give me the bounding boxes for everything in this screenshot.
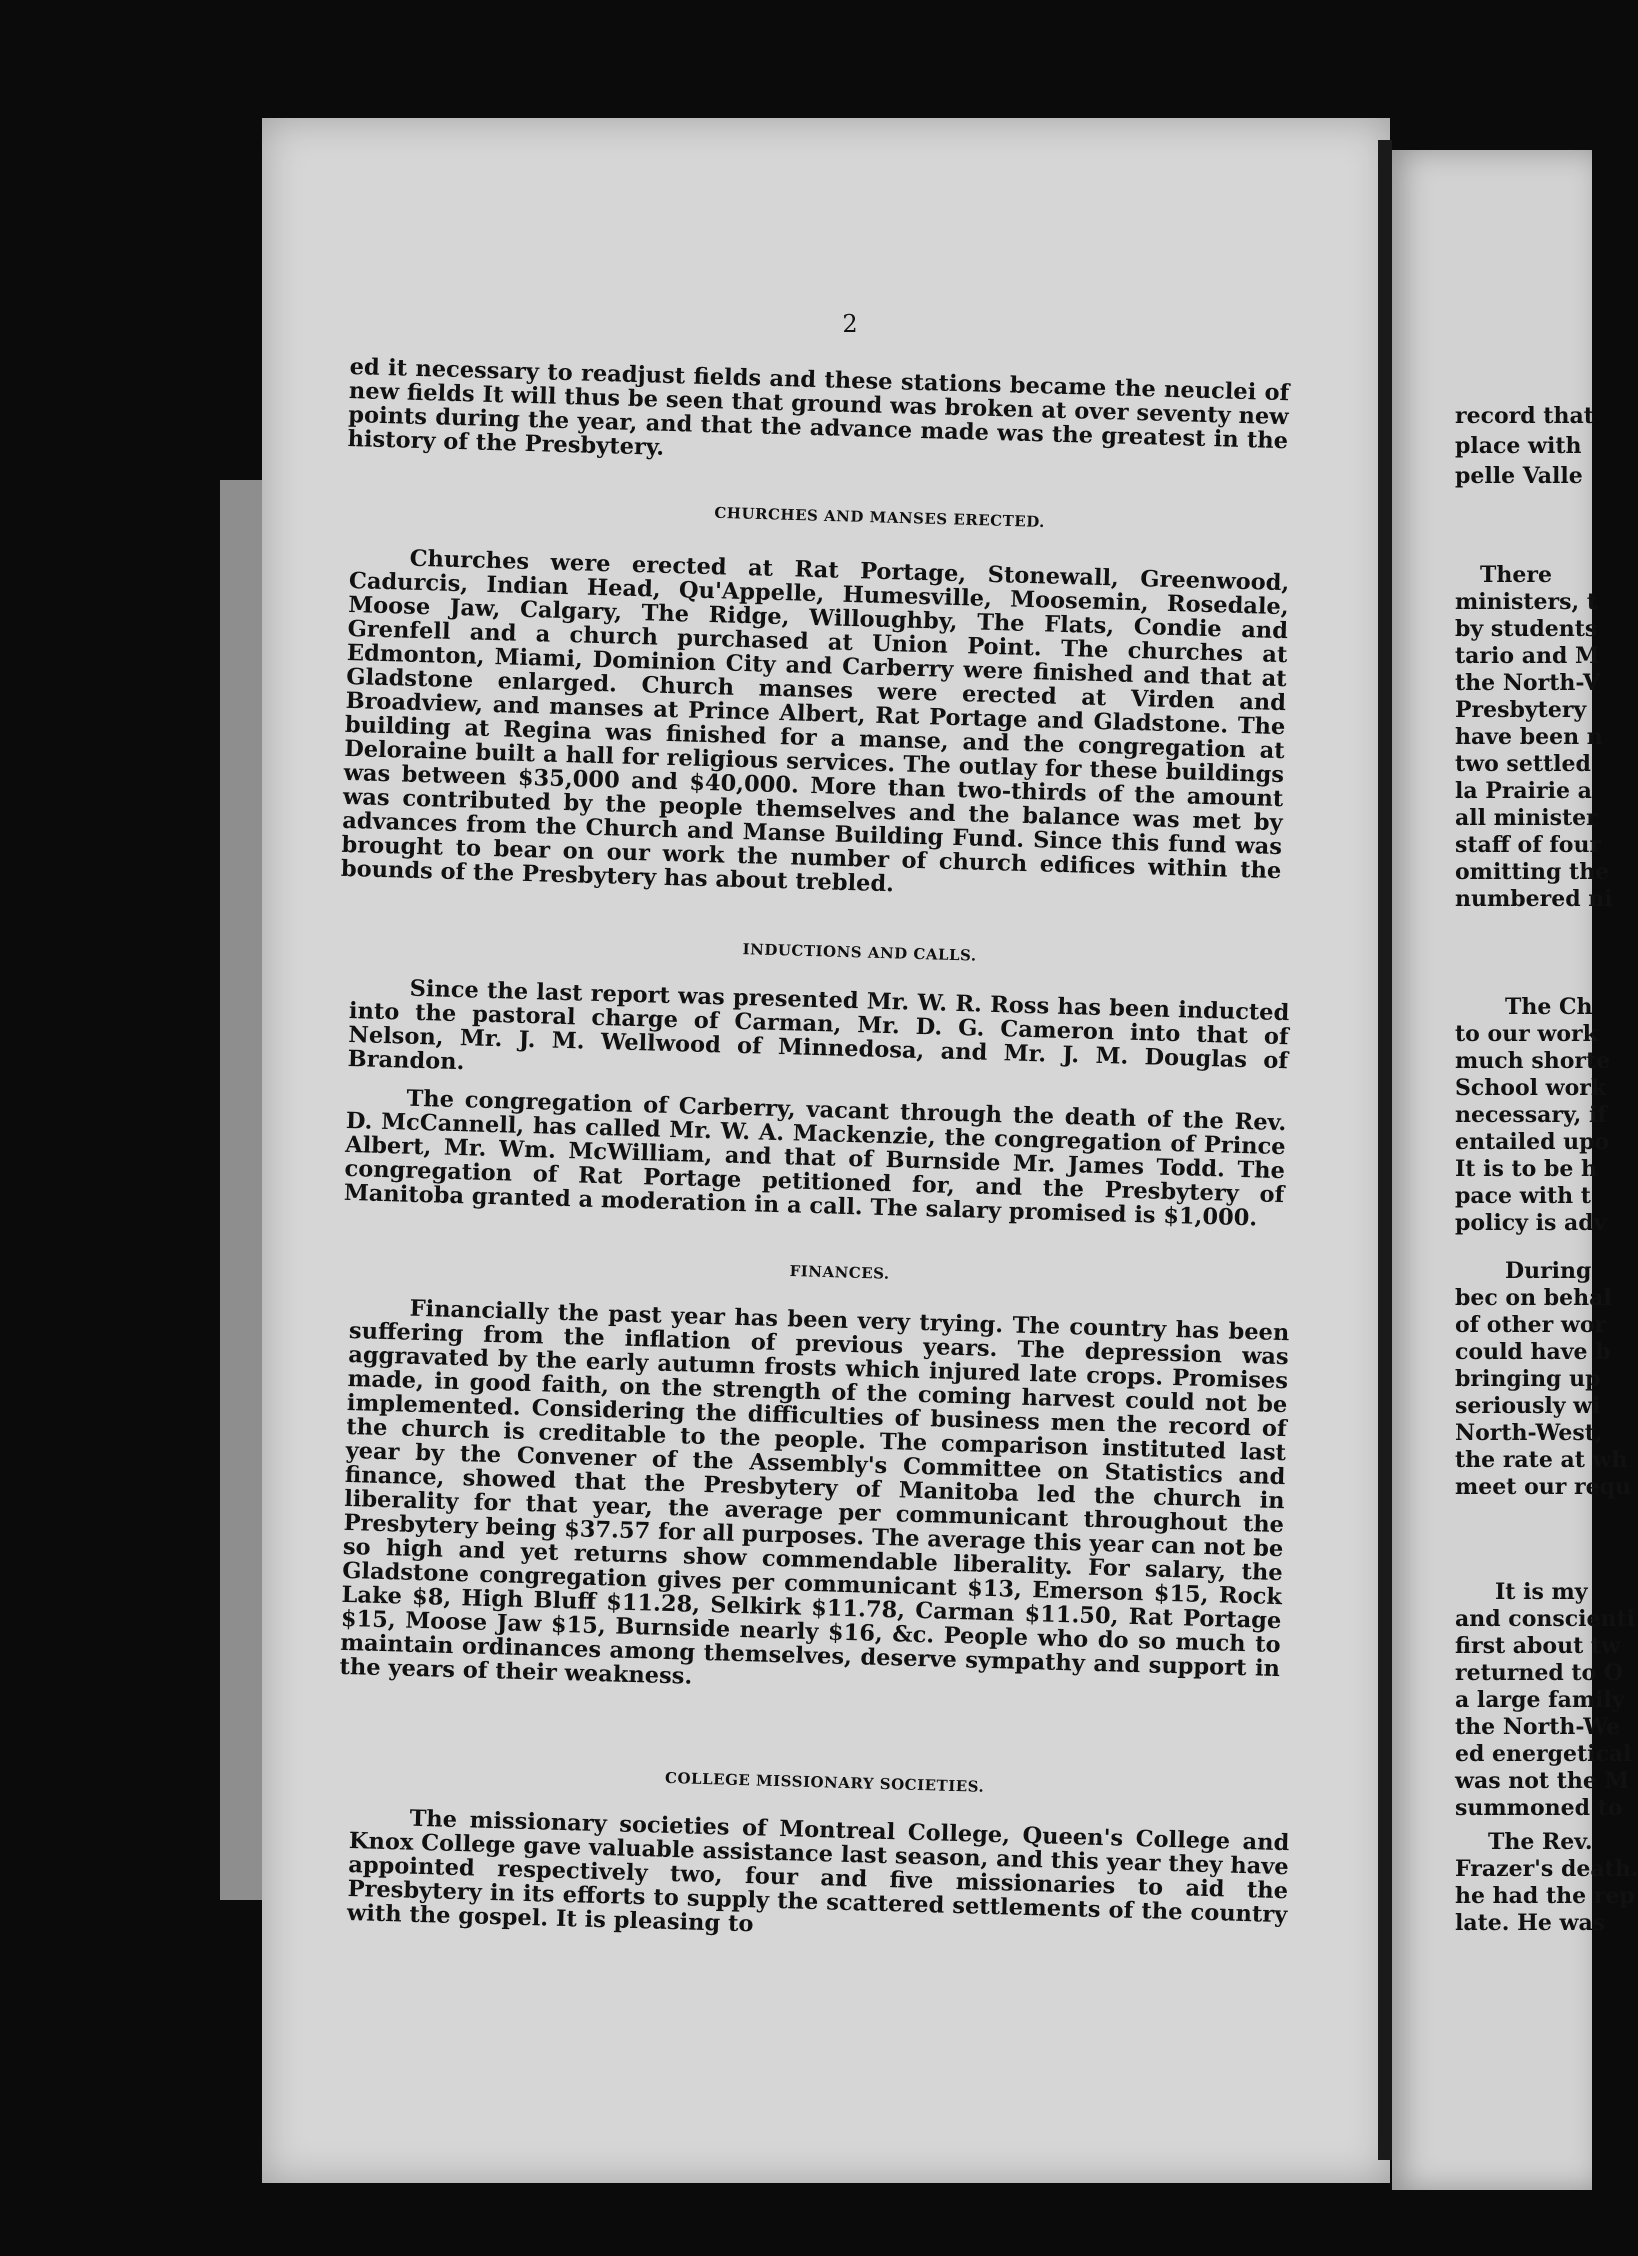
page-gutter	[1378, 140, 1392, 2160]
right-line: ministers, t	[1455, 589, 1597, 615]
right-line: have been n	[1455, 724, 1603, 750]
right-line: returned to O	[1455, 1660, 1624, 1686]
right-line: necessary, if	[1455, 1102, 1607, 1128]
right-line: seriously wi	[1455, 1393, 1601, 1419]
right-line: School work	[1455, 1075, 1607, 1101]
right-line: of other wor	[1455, 1312, 1607, 1338]
right-line: omitting the	[1455, 859, 1610, 885]
right-line: the rate at wh	[1455, 1447, 1628, 1473]
page-number: 2	[842, 310, 858, 338]
intro-paragraph: ed it necessary to readjust fields and these stations became the neuclei of new fields It will thus be seen that ground was broken at over seventy new points during the year, and that the advance made was the greatest in the history of the Presbytery.	[347, 354, 1290, 461]
right-line: staff of four	[1455, 832, 1602, 858]
right-line: the North-V	[1455, 670, 1600, 696]
paragraph: The congregation of Carberry, vacant through the death of the Rev. D. McCannell, has called Mr. W. A. Mackenzie, the congregation of Prince Albert, Mr. Wm. McWilliam, and that of Burnside Mr. James Todd. The congregation of Rat Portage petitioned for, and the Presbytery of Manitoba granted a moderation in a call. The salary promised is $1,000.	[343, 1085, 1287, 1232]
section-inductions	[344, 975, 1290, 1231]
right-line: policy is adv	[1455, 1210, 1607, 1236]
right-line: The Ch	[1505, 994, 1593, 1020]
right-line: late. He was	[1455, 1910, 1606, 1936]
right-line: and conscienti	[1455, 1606, 1636, 1632]
right-line: Presbytery	[1455, 697, 1587, 723]
paragraph: Financially the past year has been very trying. The country has been suffering from the inflation of previous years. The depression was aggravated by the early autumn frosts which injured late crops. Promises made, in good faith, on the strength of the coming harvest could not be implemented. Considering the difficulties of business men the record of the church is creditable to the people. The comparison instituted last year by the Convener of the Assembly's Committee on Statistics and finance, showed that the Presbytery of Manitoba led the church in liberality for that year, the average per communicant throughout the Presbytery being $37.57 for all purposes. The average this year can not be so high and yet returns show commendable liberality. For salary, the Gladstone congregation gives per communicant $13, Emerson $15, Rock Lake $8, High Bluff $11.28, Selkirk $11.78, Carman $11.50, Rat Portage $15, Moose Jaw $15, Burnside nearly $16, &c. People who do so much to maintain ordinances among themselves, deserve sympathy and support in the years of their weakness.	[339, 1295, 1290, 1690]
right-line: bringing up	[1455, 1366, 1601, 1392]
right-line: entailed upo	[1455, 1129, 1610, 1155]
section-churches	[341, 545, 1290, 907]
right-line: summoned to	[1455, 1795, 1623, 1821]
right-line: to our work	[1455, 1021, 1598, 1047]
right-line: he had the rep	[1455, 1883, 1635, 1909]
right-line: tario and M	[1455, 643, 1600, 669]
right-line: Frazer's death.	[1455, 1856, 1638, 1882]
right-line: could have b	[1455, 1339, 1611, 1365]
right-line: record that	[1455, 403, 1594, 429]
right-line: la Prairie a	[1455, 778, 1592, 804]
right-line: bec on behal	[1455, 1285, 1612, 1311]
heading-finances: FINANCES.	[789, 1261, 890, 1283]
page-edge-shadow	[220, 480, 262, 1900]
right-line: numbered ni	[1455, 886, 1613, 912]
right-line: During	[1505, 1258, 1592, 1284]
paragraph: Churches were erected at Rat Portage, Stonewall, Greenwood, Cadurcis, Indian Head, Qu'Appelle, Humesville, Moosemin, Rosedale, Moose Jaw, Calgary, The Ridge, Willoughby, The Flats, Condie and Grenfell and a church purchased at Union Point. The churches at Edmonton, Miami, Dominion City and Carberry were finished and that at Gladstone enlarged. Church manses were erected at Virden and Broadview, and manses at Prince Albert, Rat Portage and Gladstone. The building at Regina was finished for a manse, and the congregation at Deloraine built a hall for religious services. The outlay for these buildings was between $35,000 and $40,000. More than two-thirds of the amount was contributed by the people themselves and the balance was met by advances from the Church and Manse Building Fund. Since this fund was brought to bear on our work the number of church edifices within the bounds of the Presbytery has about trebled.	[340, 545, 1290, 898]
right-line: ed energetical	[1455, 1741, 1632, 1767]
heading-college: COLLEGE MISSIONARY SOCIETIES.	[664, 1768, 985, 1796]
right-line: meet our requ	[1455, 1474, 1631, 1500]
right-line: two settled	[1455, 751, 1591, 777]
right-line: It is my	[1495, 1579, 1588, 1605]
right-line: by students	[1455, 616, 1598, 642]
right-line: place with	[1455, 433, 1582, 459]
right-line: The Rev.	[1488, 1829, 1593, 1855]
heading-inductions: INDUCTIONS AND CALLS.	[742, 940, 977, 965]
right-line: first about tw	[1455, 1633, 1621, 1659]
right-line: all minister	[1455, 805, 1598, 831]
paragraph: Since the last report was presented Mr. W. R. Ross has been inducted into the pastoral charge of Carman, Mr. D. G. Cameron into that of Nelson, Mr. J. M. Wellwood of Minnedosa, and Mr. J. M. Douglas of Brandon.	[347, 975, 1290, 1076]
right-line: the North-We	[1455, 1714, 1621, 1740]
right-line: North-West,	[1455, 1420, 1603, 1446]
section-finances	[339, 1295, 1289, 1705]
heading-churches: CHURCHES AND MANSES ERECTED.	[714, 503, 1046, 531]
section-college	[347, 1805, 1290, 1951]
right-line: was not the M	[1455, 1768, 1629, 1794]
right-line: pelle Valle	[1455, 463, 1583, 489]
paragraph: The missionary societies of Montreal College, Queen's College and Knox College gave valuable assistance last season, and this year they have appointed respectively two, four and five missionaries to aid the Presbytery in its efforts to supply the scattered settlements of the country with the gospel. It is pleasing to	[346, 1805, 1290, 1938]
right-line: much shorte	[1455, 1048, 1611, 1074]
right-line: It is to be h	[1455, 1156, 1598, 1182]
right-line: a large family	[1455, 1687, 1625, 1713]
right-line: pace with t	[1455, 1183, 1591, 1209]
right-line: There	[1480, 562, 1552, 588]
